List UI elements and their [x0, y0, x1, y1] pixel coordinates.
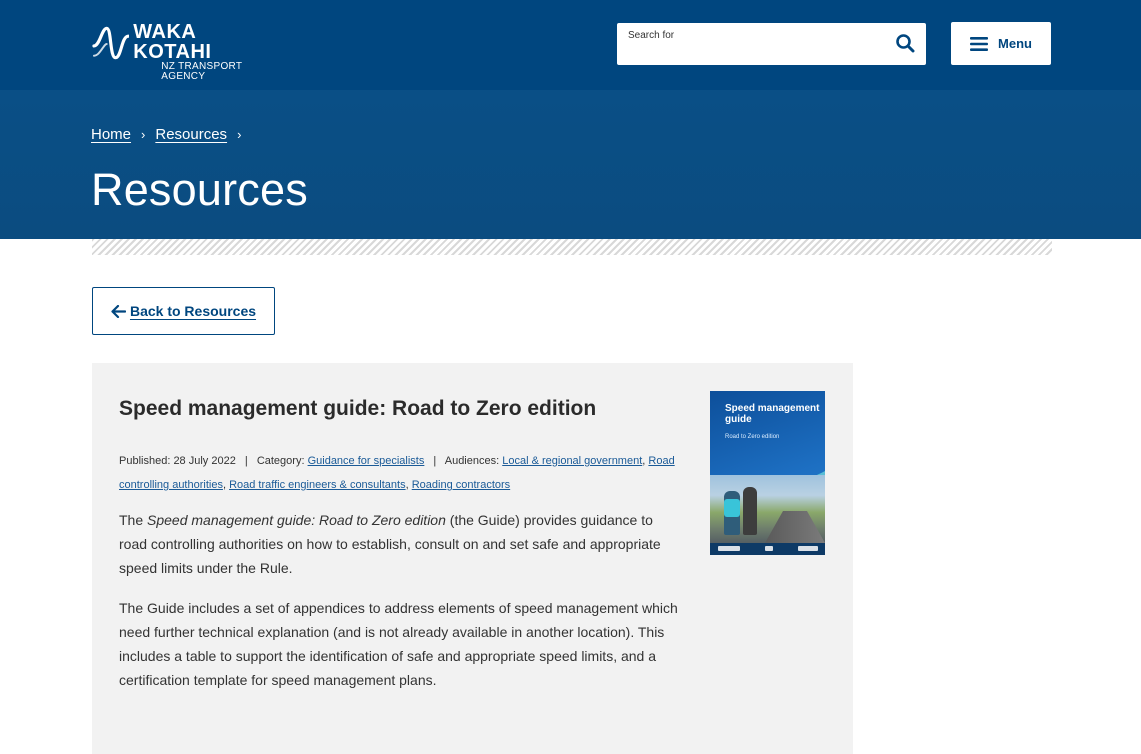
menu-label: Menu [998, 36, 1032, 51]
breadcrumb [91, 126, 251, 143]
breadcrumb-resources-link[interactable]: Resources [155, 126, 228, 143]
logo-sub-text: NZ TRANSPORT [161, 61, 243, 72]
published-date: 28 July 2022 [173, 455, 236, 467]
search-label: Search for [628, 30, 675, 41]
guide-title-italic: Speed management guide: Road to Zero edition [147, 512, 446, 528]
logo-sub-text-2: AGENCY [161, 71, 206, 82]
back-to-resources-button[interactable] [92, 287, 275, 335]
search-button[interactable] [892, 31, 918, 57]
hamburger-icon [970, 37, 988, 51]
arrow-left-icon [111, 305, 126, 318]
resource-description-2: The Guide includes a set of appendices to address elements of speed management which need further technical explanation (and is not already available in another location). This includes a table to support the identification of safe and appropriate speed limits, and a certification template for speed management plans. [119, 600, 678, 688]
resource-card [92, 363, 853, 754]
category-label: Category: [256, 455, 305, 467]
hatch-divider [92, 239, 1052, 255]
audience-link-roading-contractors[interactable]: Roading contractors [411, 479, 511, 491]
logo-text [133, 22, 277, 82]
publication-cover-image[interactable] [710, 391, 825, 555]
breadcrumb-home-link[interactable]: Home [91, 126, 132, 143]
audience-link-road-traffic-engineers[interactable]: Road traffic engineers & consultants [229, 479, 406, 491]
resource-description-1: The Speed management guide: Road to Zero edition (the Guide) provides guidance to road controlling authorities on how to establish, consult on and set safe and appropriate speed limits under the Rule. [119, 512, 661, 576]
site-header [0, 0, 1141, 90]
audiences-label: Audiences: [444, 455, 500, 467]
audience-link-road-controlling-authorities[interactable]: Road controlling authorities [119, 455, 675, 491]
search-icon [895, 33, 915, 53]
published-label: Published: [119, 455, 171, 467]
resource-meta: Published: 28 July 2022 | Category: Guidance for specialists | Audiences: Local & regional government, Road controlling authorities, Road traffic engineers & consultants, Roading contractors [119, 455, 675, 491]
waka-kotahi-logo-icon [92, 22, 129, 64]
audience-link-local-regional-government[interactable]: Local & regional government [502, 455, 643, 467]
page-title: Resources [91, 164, 308, 215]
logo-main-text: WAKA KOTAHI [133, 21, 212, 63]
breadcrumb-separator: › [237, 127, 242, 142]
breadcrumb-separator: › [141, 127, 146, 142]
cover-title: Speed management guide [725, 403, 820, 425]
category-link[interactable]: Guidance for specialists [307, 455, 425, 467]
site-logo[interactable] [92, 21, 277, 82]
menu-button[interactable] [951, 22, 1051, 65]
cover-subtitle: Road to Zero edition [725, 434, 780, 440]
resource-title: Speed management guide: Road to Zero edition [119, 397, 597, 420]
search-input[interactable] [627, 42, 887, 62]
back-to-resources-label: Back to Resources [129, 303, 257, 319]
page-hero [0, 90, 1141, 239]
search-box [617, 23, 926, 65]
